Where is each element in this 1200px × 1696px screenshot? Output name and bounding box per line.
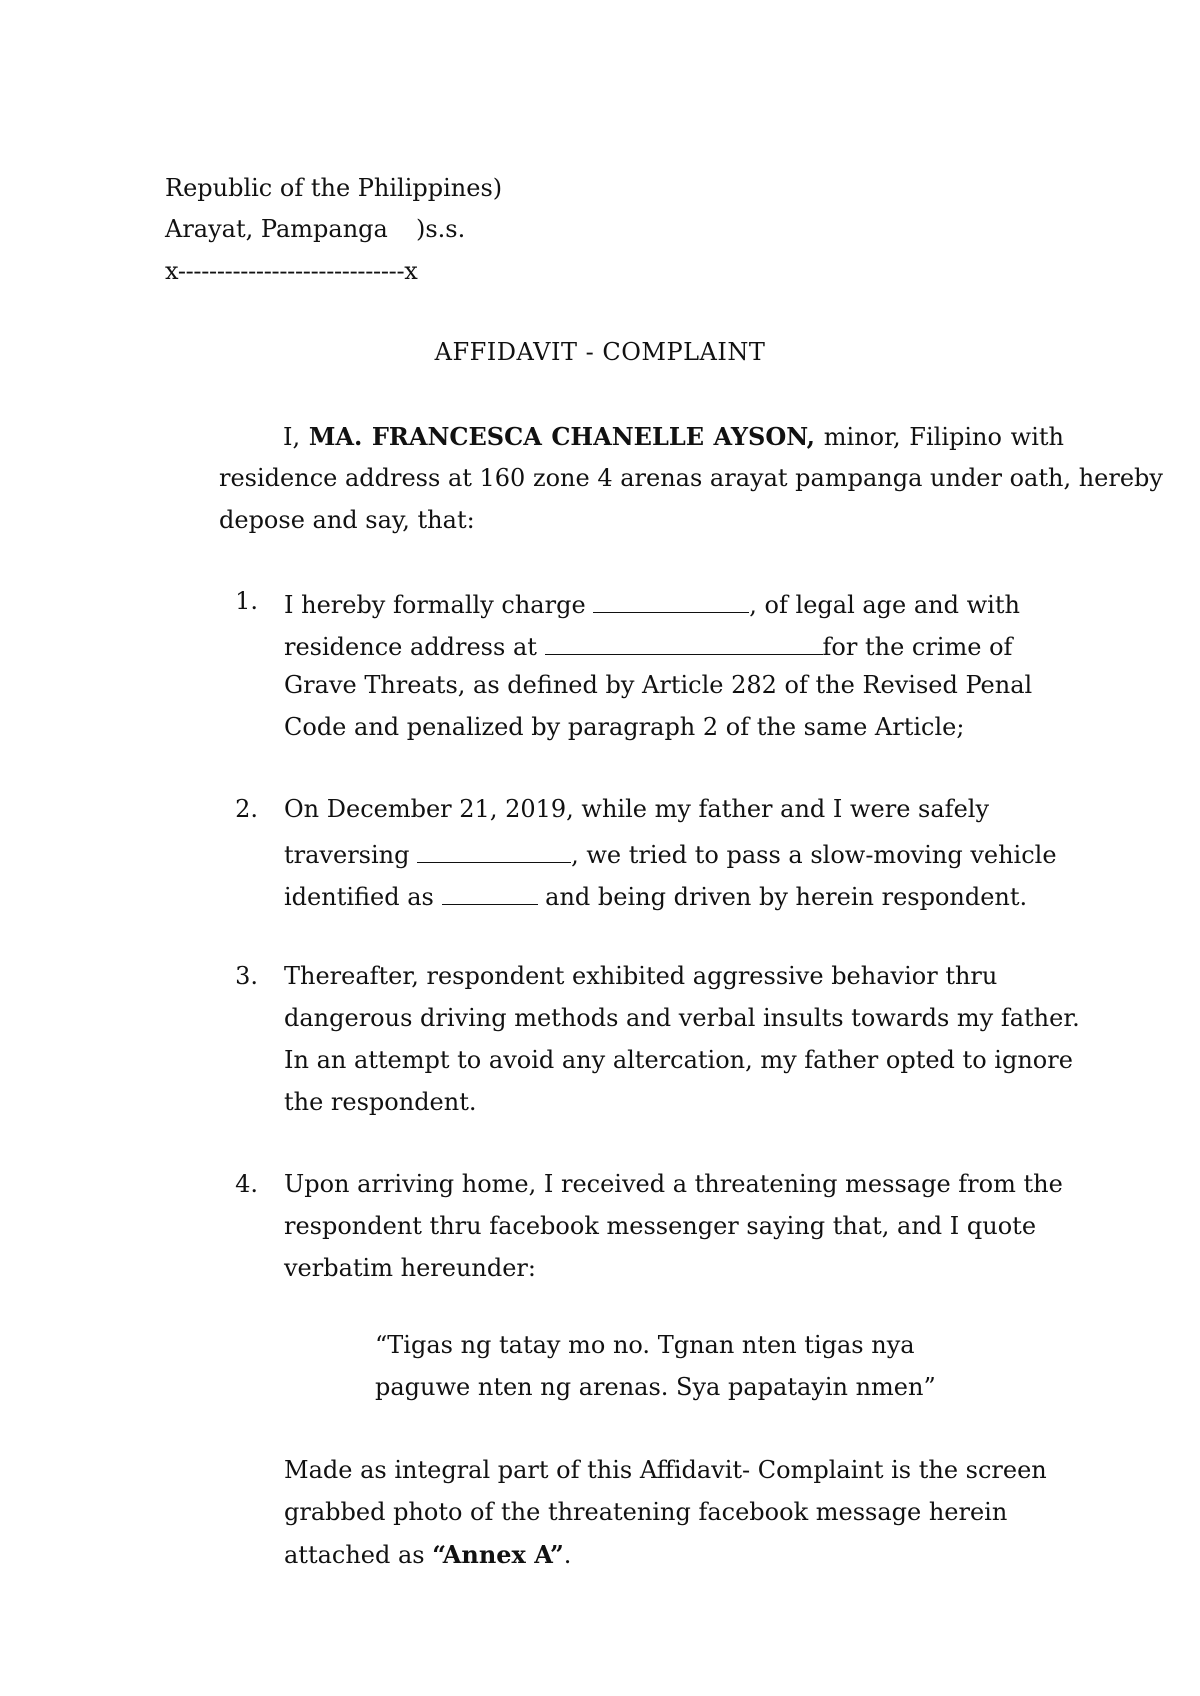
quote-line-1: “Tigas ng tatay mo no. Tgnan nten tigas nya (375, 1331, 915, 1359)
item-1-line-1 (284, 587, 1020, 620)
item-2-number: 2. (235, 795, 258, 823)
item-1-text-d: for the crime of (822, 633, 1013, 662)
blank-road (417, 837, 571, 863)
document-title: AFFIDAVIT - COMPLAINT (434, 338, 766, 366)
item-3-line-1: Thereafter, respondent exhibited aggressive behavior thru (284, 962, 998, 990)
annex-label: “Annex A” (432, 1540, 564, 1569)
caption-location: Arayat, Pampanga (165, 215, 388, 243)
caption-republic: Republic of the Philippines) (165, 174, 503, 202)
intro-line-3: depose and say, that: (219, 506, 475, 534)
item-4-line-1: Upon arriving home, I received a threatening message from the (284, 1170, 1063, 1198)
item-3-line-3: In an attempt to avoid any altercation, my father opted to ignore (284, 1046, 1073, 1074)
item-1-text-b: , of legal age and with (749, 591, 1020, 620)
closing-lead: attached as (284, 1541, 425, 1569)
item-2-line-2 (284, 837, 1057, 869)
blank-respondent-address (545, 629, 823, 655)
item-1-line-4: Code and penalized by paragraph 2 of the same Article; (284, 713, 965, 741)
affiant-name: MA. FRANCESCA CHANELLE AYSON, (308, 422, 816, 451)
intro-line-2: residence address at 160 zone 4 arenas arayat pampanga under oath, hereby (219, 464, 1163, 492)
closing-line-3 (284, 1540, 571, 1569)
item-2-line-3 (284, 879, 1027, 911)
item-4-line-3: verbatim hereunder: (284, 1254, 536, 1282)
closing-period: . (563, 1541, 572, 1569)
closing-line-1: Made as integral part of this Affidavit- Complaint is the screen (284, 1456, 1047, 1484)
intro-lead: I, (283, 423, 301, 451)
item-4-line-2: respondent thru facebook messenger saying that, and I quote (284, 1212, 1037, 1240)
item-4-number: 4. (235, 1170, 258, 1198)
intro-rest: minor, Filipino with (823, 423, 1064, 451)
item-2-text-c: identified as (284, 883, 434, 912)
caption-ss: )s.s. (416, 215, 466, 243)
closing-line-2: grabbed photo of the threatening facebook message herein (284, 1498, 1008, 1526)
blank-respondent-name (593, 587, 749, 613)
item-2-text-a: traversing (284, 841, 410, 870)
item-3-line-4: the respondent. (284, 1088, 477, 1116)
item-2-text-b: , we tried to pass a slow-moving vehicle (571, 841, 1057, 870)
caption-separator: x-----------------------------x (165, 257, 418, 285)
intro-line-1 (283, 422, 1064, 451)
item-1-line-2 (284, 629, 1013, 662)
item-3-number: 3. (235, 962, 258, 990)
item-2-text-d: and being driven by herein respondent. (545, 883, 1028, 912)
item-1-text-c: residence address at (284, 633, 537, 662)
quote-line-2: paguwe nten ng arenas. Sya papatayin nmen” (375, 1373, 936, 1401)
blank-vehicle (442, 879, 538, 905)
item-1-number: 1. (235, 587, 258, 615)
item-3-line-2: dangerous driving methods and verbal insults towards my father. (284, 1004, 1080, 1032)
item-1-line-3: Grave Threats, as defined by Article 282 of the Revised Penal (284, 671, 1033, 699)
item-2-line-1: On December 21, 2019, while my father and I were safely (284, 795, 989, 823)
item-1-text-a: I hereby formally charge (284, 591, 586, 620)
